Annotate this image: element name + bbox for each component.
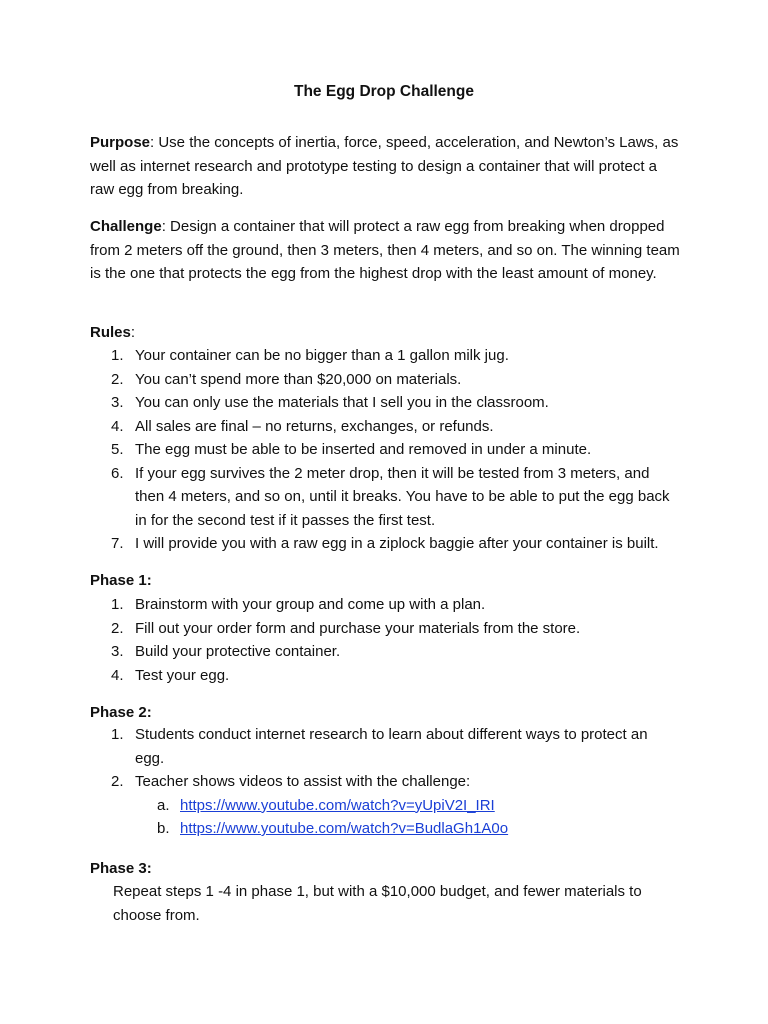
video-link-1[interactable]: https://www.youtube.com/watch?v=yUpiV2I_IRI <box>180 796 495 814</box>
list-item-text: Build your protective container. <box>135 643 341 660</box>
list-item <box>90 438 680 462</box>
list-item-text: You can only use the materials that I sell you in the classroom. <box>135 394 549 411</box>
rules-list <box>90 344 680 556</box>
list-item-text: The egg must be able to be inserted and removed in under a minute. <box>135 441 592 458</box>
list-marker: 7. <box>111 535 124 552</box>
purpose-text: : Use the concepts of inertia, force, speed, acceleration, and Newton’s Laws, as well as internet research and prototype testing to design a container that will protect a raw egg from breaking. <box>90 134 679 198</box>
list-item-text: All sales are final – no returns, exchanges, or refunds. <box>135 417 494 435</box>
rules-colon: : <box>130 324 136 341</box>
list-item-text: Teacher shows videos to assist with the challenge: <box>135 773 471 790</box>
list-item <box>135 794 680 818</box>
list-item-text: Test your egg. <box>135 666 230 684</box>
list-item <box>90 532 680 556</box>
list-item <box>90 391 680 415</box>
list-marker: b. <box>157 820 170 837</box>
list-marker: 2. <box>111 619 124 637</box>
list-item <box>90 770 680 841</box>
list-item-text: You can’t spend more than $20,000 on materials. <box>135 370 462 388</box>
phase3-heading: Phase 3: <box>90 860 152 877</box>
list-marker: 4. <box>111 417 124 435</box>
phase1-list <box>90 593 680 687</box>
phase3-text: Repeat steps 1 -4 in phase 1, but with a $10,000 budget, and fewer materials to choose from. <box>113 883 642 924</box>
list-item <box>90 415 680 439</box>
list-item <box>90 368 680 392</box>
list-marker: 5. <box>111 441 124 458</box>
list-item <box>90 617 680 641</box>
list-marker: 2. <box>111 773 124 790</box>
list-item <box>90 462 680 533</box>
list-marker: 4. <box>111 666 124 684</box>
challenge-paragraph <box>90 215 680 286</box>
video-link-2[interactable]: https://www.youtube.com/watch?v=BudlaGh1A0o <box>180 820 509 837</box>
phase1-heading: Phase 1: <box>90 572 152 589</box>
rules-label: Rules <box>90 324 131 341</box>
document-title: The Egg Drop Challenge <box>294 83 474 100</box>
challenge-text: : Design a container that will protect a raw egg from breaking when dropped from 2 meters off the ground, then 3 meters, then 4 meters, and so on. The winning team is the one that protects the egg from the highest drop with the least amount of money. <box>90 218 680 282</box>
list-item-text: Brainstorm with your group and come up with a plan. <box>135 596 486 613</box>
list-item-text: If your egg survives the 2 meter drop, then it will be tested from 3 meters, and then 4 meters, and so on, until it breaks. You have to be able to put the egg back in for the second test if it passes the first test. <box>135 464 670 529</box>
list-item <box>90 723 680 770</box>
list-marker: 3. <box>111 643 124 660</box>
list-item <box>90 640 680 664</box>
list-item-text: Your container can be no bigger than a 1 gallon milk jug. <box>135 347 509 364</box>
phase2-heading: Phase 2: <box>90 704 152 721</box>
list-marker: 1. <box>111 347 124 364</box>
list-item-text: Fill out your order form and purchase your materials from the store. <box>135 619 581 637</box>
purpose-paragraph <box>90 131 680 202</box>
list-item-text: Students conduct internet research to learn about different ways to protect an egg. <box>135 726 648 767</box>
list-marker: a. <box>157 796 170 814</box>
phase2-list <box>90 723 680 841</box>
list-marker: 6. <box>111 464 124 482</box>
list-marker: 3. <box>111 394 124 411</box>
challenge-label: Challenge <box>90 218 162 235</box>
list-item <box>90 593 680 617</box>
video-links-list <box>135 794 680 841</box>
list-marker: 2. <box>111 370 124 388</box>
rules-heading <box>90 321 135 345</box>
list-marker: 1. <box>111 596 124 613</box>
list-item <box>90 344 680 368</box>
list-item-text: I will provide you with a raw egg in a ziplock baggie after your container is built. <box>135 535 659 552</box>
list-item <box>90 664 680 688</box>
list-item <box>135 817 680 841</box>
list-marker: 1. <box>111 726 124 743</box>
purpose-label: Purpose <box>90 134 151 151</box>
